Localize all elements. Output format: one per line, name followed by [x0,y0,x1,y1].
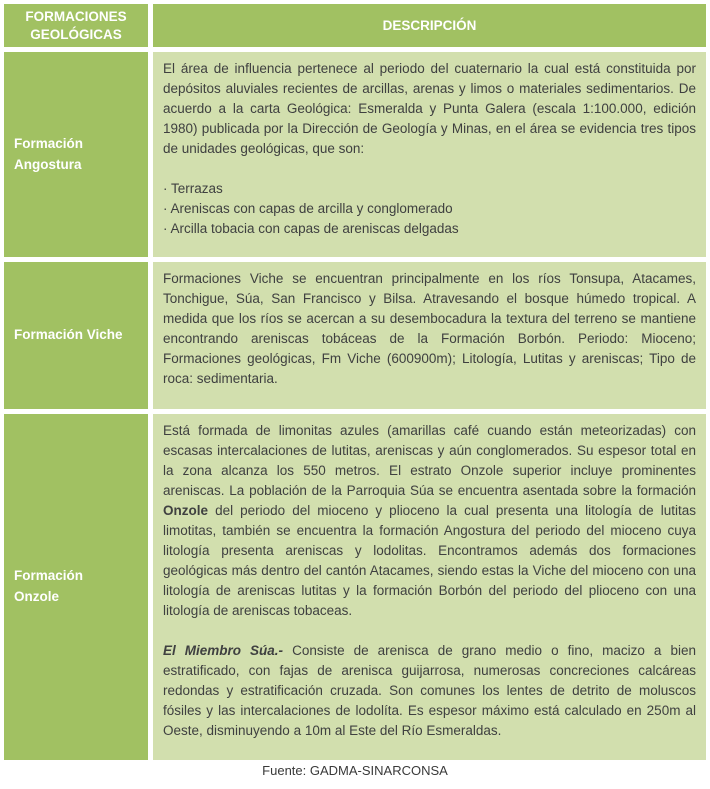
description-paragraph: Formaciones Viche se encuentran principalmente en los ríos Tonsupa, Atacames, Tonchigue, Súa, San Francisco y Bilsa. Atravesando el bosque húmedo tropical. A medida que los ríos se acercan a su desembocadura la textura del terreno se mantiene encontrando areniscas tobáceas de la Formación Borbón. Periodo: Mioceno; Formaciones geológicas, Fm Viche (600900m); Litología, Lutitas y areniscas; Tipo de roca: sedimentaria. [163,271,696,387]
geological-formations-table [4,4,706,760]
row-description-angostura [153,52,706,257]
bullet-item: · Arcilla tobacia con capas de areniscas delgadas [163,221,459,237]
label-line: Formación [14,135,84,151]
row-description-onzole [153,414,706,760]
label-line: Formación Viche [14,327,123,343]
row-label-formacion-onzole [4,414,148,760]
text-run: Está formada de limonitas azules (amarillas café cuando están meteorizadas) con escasas intercalaciones de lutitas, areniscas y aún conglomerados. Su espesor total en la zona alcanza los 550 metros. El estrato Onzole superior incluye prominentes areniscas. La población de la Parroquia Súa se encuentra asentada sobre la formación [163,423,696,499]
source-caption: Fuente: GADMA-SINARCONSA [262,763,448,779]
paragraph-spacer [163,621,696,641]
row-label-text [14,134,83,176]
description-paragraph [163,641,696,741]
description-paragraph [163,421,696,621]
row-label-text [14,566,83,608]
header-descripcion: DESCRIPCIÓN [153,4,706,47]
bullet-item: · Areniscas con capas de arcilla y conglomerado [163,201,453,217]
header-formaciones-geologicas: FORMACIONES GEOLÓGICAS [4,4,148,47]
label-line: Formación [14,568,84,584]
row-label-formacion-angostura [4,52,148,257]
row-label-text [14,325,123,346]
bullet-list [163,179,696,239]
text-run: del periodo del mioceno y plioceno la cual presenta una litología de lutitas limotitas, también se encuentra la formación Angostura del periodo del mioceno cuya litología presenta areniscas y lodolitas. Encontramos además dos formaciones geológicas más dentro del cantón Atacames, siendo estas la Viche del mioceno con una litología de areniscas lutitas y la formación Borbón del periodo del plioceno con una litología de areniscas tobaceas. [163,503,696,619]
description-paragraph: El área de influencia pertenece al periodo del cuaternario la cual está constituida por depósitos aluviales recientes de arcillas, arenas y limos o materiales sedimentarios. De acuerdo a la carta Geológica: Esmeralda y Punta Galera (escala 1:100.000, edición 1980) publicada por la Dirección de Geología y Minas, en el área se evidencia tres tipos de unidades geológicas, que son: [163,61,696,157]
text-run: Consiste de arenisca de grano medio o fino, macizo a bien estratificado, con fajas de arenisca guijarrosa, numerosas concreciones calcáreas redondas y estratificación cruzada. Son comunes los lentes de detrito de moluscos fósiles y las intercalaciones de lodolíta. Es espesor máximo está calculado en 250m al Oeste, disminuyendo a 10m al Este del Río Esmeraldas. [163,643,696,739]
label-line: Onzole [14,589,60,605]
label-line: Angostura [14,156,82,172]
text-run-bold: Onzole [163,503,209,519]
text-run-bold-italic: El Miembro Súa.- [163,643,284,659]
paragraph-spacer [163,159,696,179]
bullet-item: · Terrazas [163,181,223,197]
row-label-formacion-viche [4,262,148,409]
row-description-viche [153,262,706,409]
